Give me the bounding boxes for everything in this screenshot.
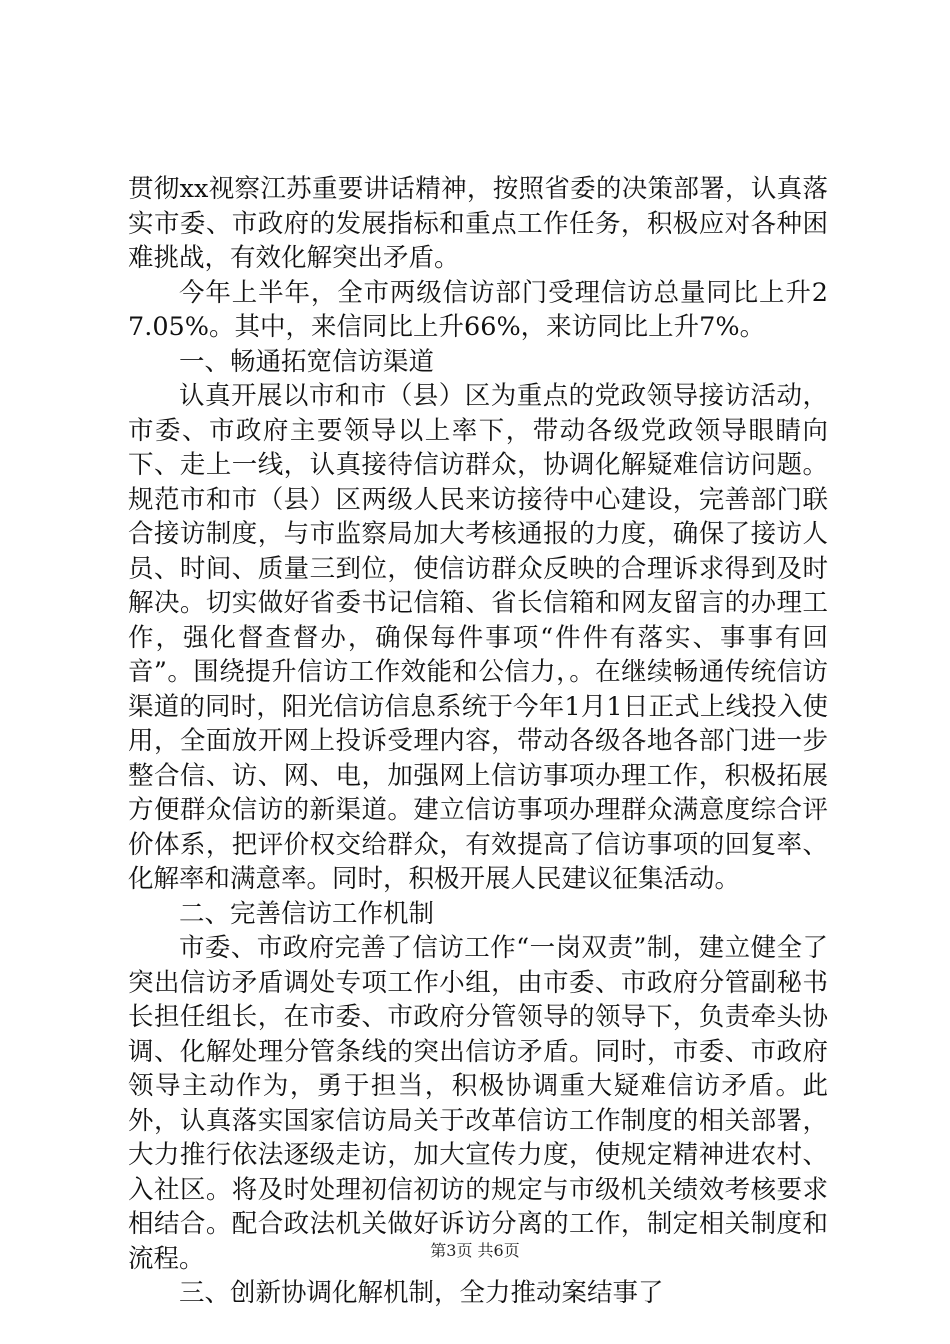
section-heading-1: 一、畅通拓宽信访渠道 — [179, 346, 435, 377]
paragraph-3: 认真开展以市和市（县）区为重点的党政领导接访活动，市委、市政府主要领导以上率下，带动各级党政领导眼睛向下、走上一线，认真接待信访群众，协调化解疑难信访问题。规范市和市（县）区两级人民来访接待中心建设，完善部门联合接访制度，与市监察局加大考核通报的力度，确保了接访人员、时间、质量三到位，使信访群众反映的合理诉求得到及时解决。切实做好省委书记信箱、省长信箱和网友留言的办理工作，强化督查督办，确保每件事项“件件有落实、事事有回音”。围绕提升信访工作效能和公信力，。在继续畅通传统信访渠道的同时，阳光信访信息系统于今年1月1日正式上线投入使用，全面放开网上投诉受理内容，带动各级各地各部门进一步整合信、访、网、电，加强网上信访事项办理工作，积极拓展方便群众信访的新渠道。建立信访事项办理群众满意度综合评价体系，把评价权交给群众，有效提高了信访事项的回复率、化解率和满意率。同时，积极开展人民建议征集活动。 — [128, 381, 828, 894]
paragraph-4: 市委、市政府完善了信访工作“一岗双责”制，建立健全了突出信访矛盾调处专项工作小组，由市委、市政府分管副秘书长担任组长，在市委、市政府分管领导的领导下，负责牵头协调、化解处理分管条线的突出信访矛盾。同时，市委、市政府领导主动作为，勇于担当，积极协调重大疑难信访矛盾。此外，认真落实国家信访局关于改革信访工作制度的相关部署，大力推行依法逐级走访，加大宣传力度，使规定精神进农村、入社区。将及时处理初信初访的规定与市级机关绩效考核要求相结合。配合政法机关做好诉访分离的工作，制定相关制度和流程。 — [128, 933, 828, 1274]
document-body — [128, 172, 828, 1311]
page-number: 第3页 共6页 — [430, 1241, 520, 1260]
section-heading-3: 三、创新协调化解机制，全力推动案结事了 — [179, 1278, 664, 1308]
section-heading-2: 二、完善信访工作机制 — [179, 898, 435, 929]
paragraph-2: 今年上半年，全市两级信访部门受理信访总量同比上升27.05%。其中，来信同比上升66%，来访同比上升7%。 — [128, 277, 828, 342]
paragraph-1: 贯彻xx视察江苏重要讲话精神，按照省委的决策部署，认真落实市委、市政府的发展指标和重点工作任务，积极应对各种困难挑战，有效化解突出矛盾。 — [128, 174, 828, 273]
page-footer — [0, 1241, 950, 1261]
